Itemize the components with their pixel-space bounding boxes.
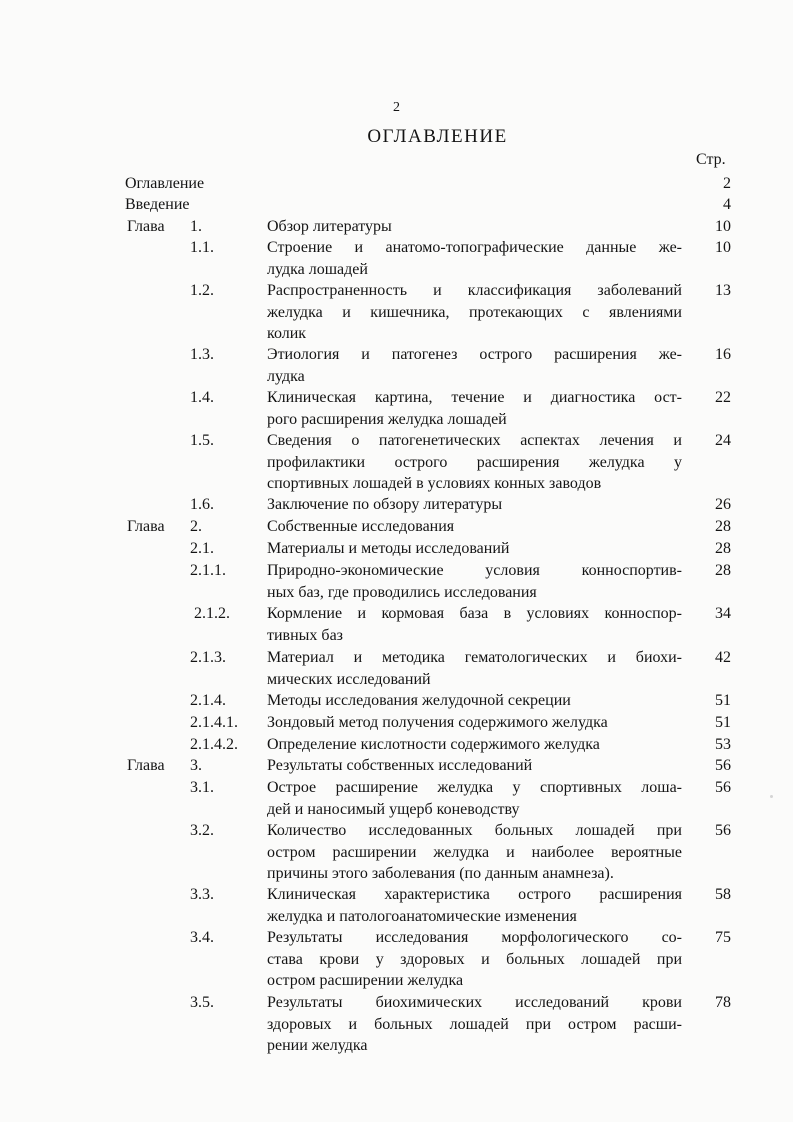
entry-page: 34 [715,605,731,622]
entry-page: 78 [715,994,731,1011]
chapter-label: Глава [127,518,165,535]
entry-page: 56 [715,757,731,774]
section-number: 1.6. [190,496,214,513]
section-number: 2.1.4. [190,692,226,709]
section-title: Клиническая характеристика острого расширения желудка и патологоанатомические изменения [267,886,682,925]
entry-title: Оглавление [125,175,205,192]
section-number: 2.1.4.1. [190,714,238,731]
chapter-label: Глава [127,218,165,235]
entry-page: 16 [715,346,731,363]
scan-speck [770,795,773,798]
section-number: 2.1.4.2. [190,736,238,753]
entry-page: 28 [715,518,731,535]
section-title: Острое расширение желудка у спортивных лоша- дей и наносимый ущерб коневодству [267,779,682,818]
entry-page: 75 [715,929,731,946]
entry-page: 58 [715,886,731,903]
section-title: Обзор литературы [267,218,392,235]
section-number: 1.5. [190,432,214,449]
entry-page: 51 [715,714,731,731]
section-title: Кормление и кормовая база в условиях конноспор- тивных баз [267,605,682,644]
section-title: Распространенность и классификация заболеваний желудка и кишечника, протекающих с явлениями колик [267,282,682,342]
section-number: 1.1. [190,239,214,256]
entry-page: 28 [715,562,731,579]
section-number: 1.4. [190,389,214,406]
toc-title: ОГЛАВЛЕНИЕ [367,126,508,147]
entry-page: 56 [715,779,731,796]
section-number: 2.1.2. [194,605,230,622]
section-number: 3.4. [190,929,214,946]
section-number: 3.5. [190,994,214,1011]
section-title: Материалы и методы исследований [267,540,510,557]
entry-page: 10 [715,239,731,256]
section-title: Методы исследования желудочной секреции [267,692,571,709]
entry-page: 53 [715,736,731,753]
section-title: Строение и анатомо-топографические данные же- лудка лошадей [267,239,682,278]
page-number: 2 [393,100,400,115]
section-number: 2.1.1. [190,562,226,579]
section-title: Результаты биохимических исследований крови здоровых и больных лошадей при остром расши- рении желудка [267,994,682,1054]
entry-page: 2 [723,175,731,192]
section-number: 1. [190,218,202,235]
entry-page: 4 [723,196,731,213]
chapter-label: Глава [127,757,165,774]
entry-page: 28 [715,540,731,557]
section-title: Заключение по обзору литературы [267,496,503,513]
entry-page: 24 [715,432,731,449]
entry-page: 56 [715,822,731,839]
section-title: Собственные исследования [267,518,455,535]
section-number: 3.2. [190,822,214,839]
entry-page: 13 [715,282,731,299]
section-number: 1.2. [190,282,214,299]
section-title: Определение кислотности содержимого желудка [267,736,600,753]
section-title: Этиология и патогенез острого расширения же- лудка [267,346,682,385]
entry-page: 22 [715,389,731,406]
section-number: 2.1. [190,540,214,557]
section-title: Природно-экономические условия конноспортив- ных баз, где проводились исследования [267,562,682,601]
section-title: Материал и методика гематологических и биохи- мических исследований [267,649,682,688]
page-column-header: Стр. [696,151,726,168]
section-number: 2.1.3. [190,649,226,666]
section-title: Зондовый метод получения содержимого желудка [267,714,608,731]
section-number: 3. [190,757,202,774]
section-title: Клиническая картина, течение и диагностика ост- рого расширения желудка лошадей [267,389,682,428]
section-number: 3.3. [190,886,214,903]
section-number: 2. [190,518,202,535]
entry-page: 10 [715,218,731,235]
section-title: Сведения о патогенетических аспектах лечения и профилактики острого расширения желудка у спортивных лошадей в условиях конных заводов [267,432,682,492]
entry-page: 42 [715,649,731,666]
section-title: Результаты собственных исследований [267,757,533,774]
section-number: 3.1. [190,779,214,796]
section-number: 1.3. [190,346,214,363]
entry-title: Введение [125,196,190,213]
entry-page: 51 [715,692,731,709]
section-title: Результаты исследования морфологического со- става крови у здоровых и больных лошадей при остром расширении желудка [267,929,682,989]
entry-page: 26 [715,496,731,513]
section-title: Количество исследованных больных лошадей при остром расширении желудка и наиболее вероятные причины этого заболевания (по данным анамнеза). [267,822,682,882]
